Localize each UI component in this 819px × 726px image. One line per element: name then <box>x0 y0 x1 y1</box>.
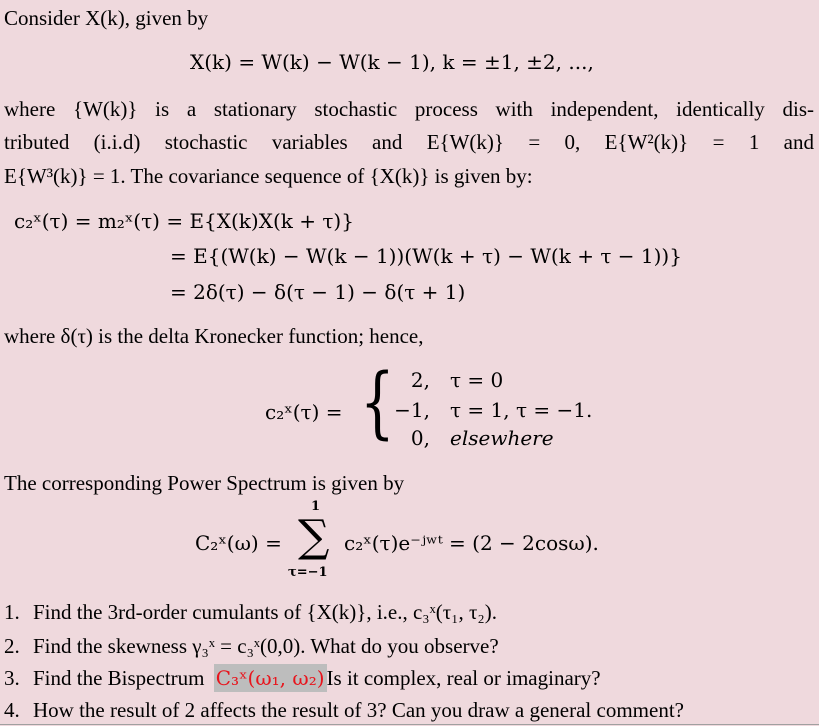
piecewise-lhs: c₂ˣ(τ) = <box>265 400 343 424</box>
question-item <box>4 602 497 623</box>
case-condition: τ = 0 <box>450 368 504 392</box>
question-text: Is it complex, real or imaginary? <box>326 666 601 690</box>
spectrum-intro: The corresponding Power Spectrum is given by <box>4 471 405 495</box>
spectrum-rhs: c₂ˣ(τ)e⁻ʲʷᵗ = (2 − 2cosω). <box>344 531 599 555</box>
case-value: 0, <box>410 426 430 450</box>
covariance-row-1: c₂ˣ(τ) = m₂ˣ(τ) = E{X(k)X(k + τ)} <box>14 209 354 233</box>
paragraph-line-3: E{W³(k)} = 1. The covariance sequence of {X(k)} is given by: <box>4 164 533 188</box>
sum-upper-limit: 1 <box>311 499 321 514</box>
intro-line: Consider X(k), given by <box>4 6 209 30</box>
summation-icon: ∑ <box>298 511 330 562</box>
delta-note: where δ(τ) is the delta Kronecker function; hence, <box>4 324 424 348</box>
question-text: Find the 3rd-order cumulants of {X(k)}, i.e., c₃ˣ(τ₁, τ₂). <box>33 600 497 624</box>
highlighted-bispectrum: C₃ˣ(ω₁, ω₂) <box>215 666 325 690</box>
case-condition: elsewhere <box>450 426 554 450</box>
question-text: Find the skewness γ₃ˣ = c₃ˣ(0,0). What do you observe? <box>33 634 499 658</box>
bottom-rule <box>0 724 819 725</box>
question-number: 1. <box>4 600 20 624</box>
spectrum-lhs: C₂ˣ(ω) = <box>195 531 282 555</box>
question-item <box>4 668 601 689</box>
question-number: 3. <box>4 666 20 690</box>
paragraph-line-1: where {W(k)} is a stationary stochastic process with independent, identically dis- <box>4 97 814 121</box>
question-item <box>4 636 499 657</box>
covariance-row-3: = 2δ(τ) − δ(τ − 1) − δ(τ + 1) <box>170 280 466 304</box>
case-value: 2, <box>410 368 430 392</box>
case-value: −1, <box>394 398 430 422</box>
equation-x-definition: X(k) = W(k) − W(k − 1), k = ±1, ±2, ..., <box>190 50 594 74</box>
covariance-row-2: = E{(W(k) − W(k − 1))(W(k + τ) − W(k + τ − 1))} <box>170 244 682 268</box>
left-brace-icon: { <box>360 358 395 448</box>
question-number: 2. <box>4 634 20 658</box>
sum-lower-limit: τ=−1 <box>288 565 328 580</box>
question-item <box>4 700 684 721</box>
question-text: Find the Bispectrum <box>33 666 205 690</box>
case-condition: τ = 1, τ = −1. <box>450 398 593 422</box>
paragraph-line-2: tributed (i.i.d) stochastic variables and E{W(k)} = 0, E{W²(k)} = 1 and <box>4 130 814 154</box>
question-number: 4. <box>4 698 20 722</box>
question-text: How the result of 2 affects the result of 3? Can you draw a general comment? <box>33 698 684 722</box>
